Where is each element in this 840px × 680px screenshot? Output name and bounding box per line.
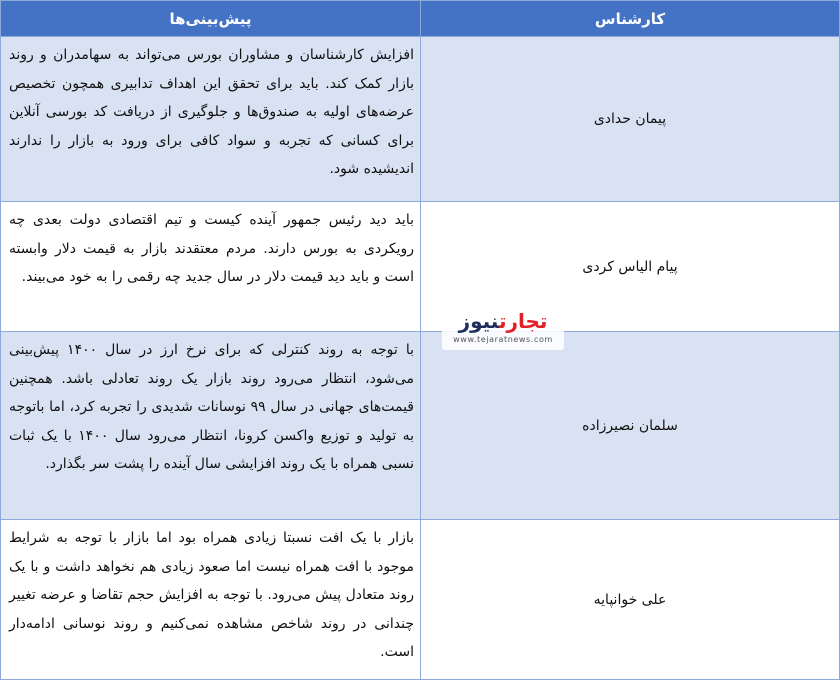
prediction-text: با توجه به روند کنترلی که برای نرخ ارز در سال ۱۴۰۰ پیش‌بینی می‌شود، انتظار می‌رود روند بازار یک روند تعادلی باشد. همچنین قیمت‌های جهانی در سال ۹۹ نوسانات شدیدی را تجربه کرد، اما باتوجه به تولید و توزیع واکسن کرونا، انتظار می‌رود سال ۱۴۰۰ با یک ثبات نسبی همراه با یک روند افزایشی سال آینده را پشت سر بگذارد. [1, 332, 421, 520]
expert-name: پیمان حدادی [421, 37, 840, 202]
table-row [1, 37, 840, 202]
logo-brand-accent: تجارت [498, 309, 548, 333]
table-row [1, 332, 840, 520]
prediction-text: افزایش کارشناسان و مشاوران بورس می‌تواند به سهامدران و روند بازار کمک کند. باید برای تحقق این اهداف تدابیری همچون تخصیص عرضه‌های اولیه به صندوق‌ها و جلوگیری از دریافت کد بورسی آنلاین برای کسانی که تجربه و سواد کافی برای ورود به بازار را ندارند اندیشیده شود. [1, 37, 421, 202]
expert-name: سلمان نصیرزاده [421, 332, 840, 520]
table-header-row [1, 1, 840, 37]
table-row [1, 520, 840, 680]
prediction-text: بازار با یک افت نسبتا زیادی همراه بود اما بازار با توجه به شرایط موجود با افت همراه نیست اما صعود زیادی هم نخواهد داشت و با یک روند متعادل پیش می‌رود. با توجه به افزایش حجم تقاضا و عرضه تغییر چندانی در روند شاخص مشاهده نمی‌کنیم و روند نوسانی ادامه‌دار است. [1, 520, 421, 680]
prediction-text: باید دید رئیس جمهور آینده کیست و تیم اقتصادی دولت بعدی چه رویکردی به بورس دارند. مردم معتقدند بازار به قیمت دلار وابسته است و باید دید قیمت دلار در سال جدید چه رقمی را به خود می‌بیند. [1, 202, 421, 332]
header-expert: کارشناس [421, 1, 840, 37]
table-row [1, 202, 840, 332]
header-predictions: پیش‌بینی‌ها [1, 1, 421, 37]
expert-name: پیام الیاس کردی [421, 202, 840, 332]
logo-brand-main: نیوز [458, 309, 499, 333]
logo-title [442, 308, 564, 334]
expert-name: علی خوانپایه [421, 520, 840, 680]
tejaratnews-watermark-logo [442, 306, 564, 350]
logo-url: www.tejaratnews.com [453, 335, 553, 344]
